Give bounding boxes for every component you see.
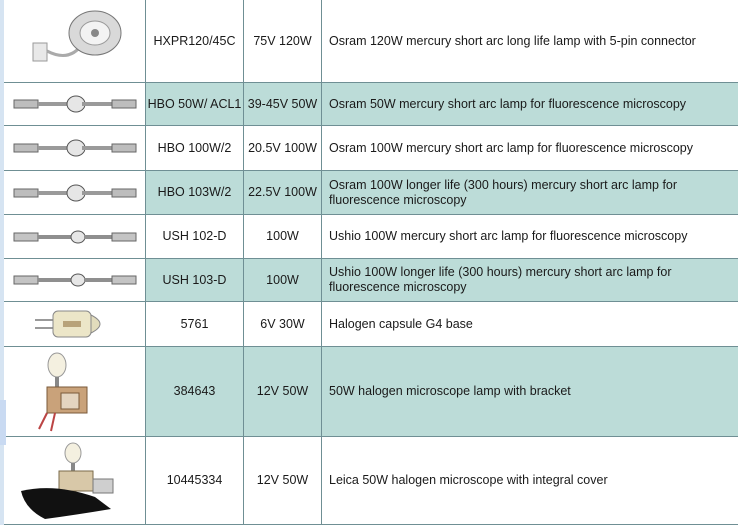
- table-row: [4, 259, 738, 302]
- lamp-spec: 22.5V 100W: [244, 171, 322, 214]
- table-row: [4, 302, 738, 347]
- lamp-description: Osram 100W mercury short arc lamp for fluorescence microscopy: [322, 126, 738, 170]
- arc-lamp-image: [4, 83, 146, 125]
- arc-lamp-image: [4, 171, 146, 214]
- lamp-spec: 12V 50W: [244, 347, 322, 436]
- arc-lamp-image: [4, 126, 146, 170]
- lamp-spec: 12V 50W: [244, 437, 322, 524]
- part-code: 5761: [146, 302, 244, 346]
- lamp-spec: 39-45V 50W: [244, 83, 322, 125]
- part-code: USH 102-D: [146, 215, 244, 258]
- lamp-description: Osram 50W mercury short arc lamp for fluorescence microscopy: [322, 83, 738, 125]
- lamp-description: Leica 50W halogen microscope with integral cover: [322, 437, 738, 524]
- arc-lamp-image: [4, 259, 146, 301]
- covered-lamp-image: [4, 437, 146, 524]
- part-code: 10445334: [146, 437, 244, 524]
- lamp-spec: 100W: [244, 215, 322, 258]
- lamp-description: 50W halogen microscope lamp with bracket: [322, 347, 738, 436]
- lamp-description: Halogen capsule G4 base: [322, 302, 738, 346]
- left-accent-bar: [0, 400, 6, 445]
- part-code: HBO 100W/2: [146, 126, 244, 170]
- table-row: [4, 83, 738, 126]
- lamp-spec: 75V 120W: [244, 0, 322, 82]
- part-code: 384643: [146, 347, 244, 436]
- table-row: [4, 215, 738, 259]
- table-row: [4, 171, 738, 215]
- lamp-description: Ushio 100W longer life (300 hours) mercury short arc lamp for fluorescence microscopy: [322, 259, 738, 301]
- lamp-description: Osram 120W mercury short arc long life lamp with 5-pin connector: [322, 0, 738, 82]
- lamp-description: Osram 100W longer life (300 hours) mercury short arc lamp for fluorescence microscopy: [322, 171, 738, 214]
- part-code: HXPR120/45C: [146, 0, 244, 82]
- table-row: [4, 347, 738, 437]
- table-row: [4, 437, 738, 525]
- lamp-spec: 20.5V 100W: [244, 126, 322, 170]
- reflector-lamp-image: [4, 0, 146, 82]
- lamp-spec: 6V 30W: [244, 302, 322, 346]
- lamp-spec: 100W: [244, 259, 322, 301]
- arc-lamp-image: [4, 215, 146, 258]
- part-code: HBO 103W/2: [146, 171, 244, 214]
- part-code: USH 103-D: [146, 259, 244, 301]
- lamp-description: Ushio 100W mercury short arc lamp for fluorescence microscopy: [322, 215, 738, 258]
- halogen-capsule-image: [4, 302, 146, 346]
- table-row: [4, 0, 738, 83]
- part-code: HBO 50W/ ACL1: [146, 83, 244, 125]
- lamp-table: [4, 0, 738, 525]
- table-row: [4, 126, 738, 171]
- bracket-lamp-image: [4, 347, 146, 436]
